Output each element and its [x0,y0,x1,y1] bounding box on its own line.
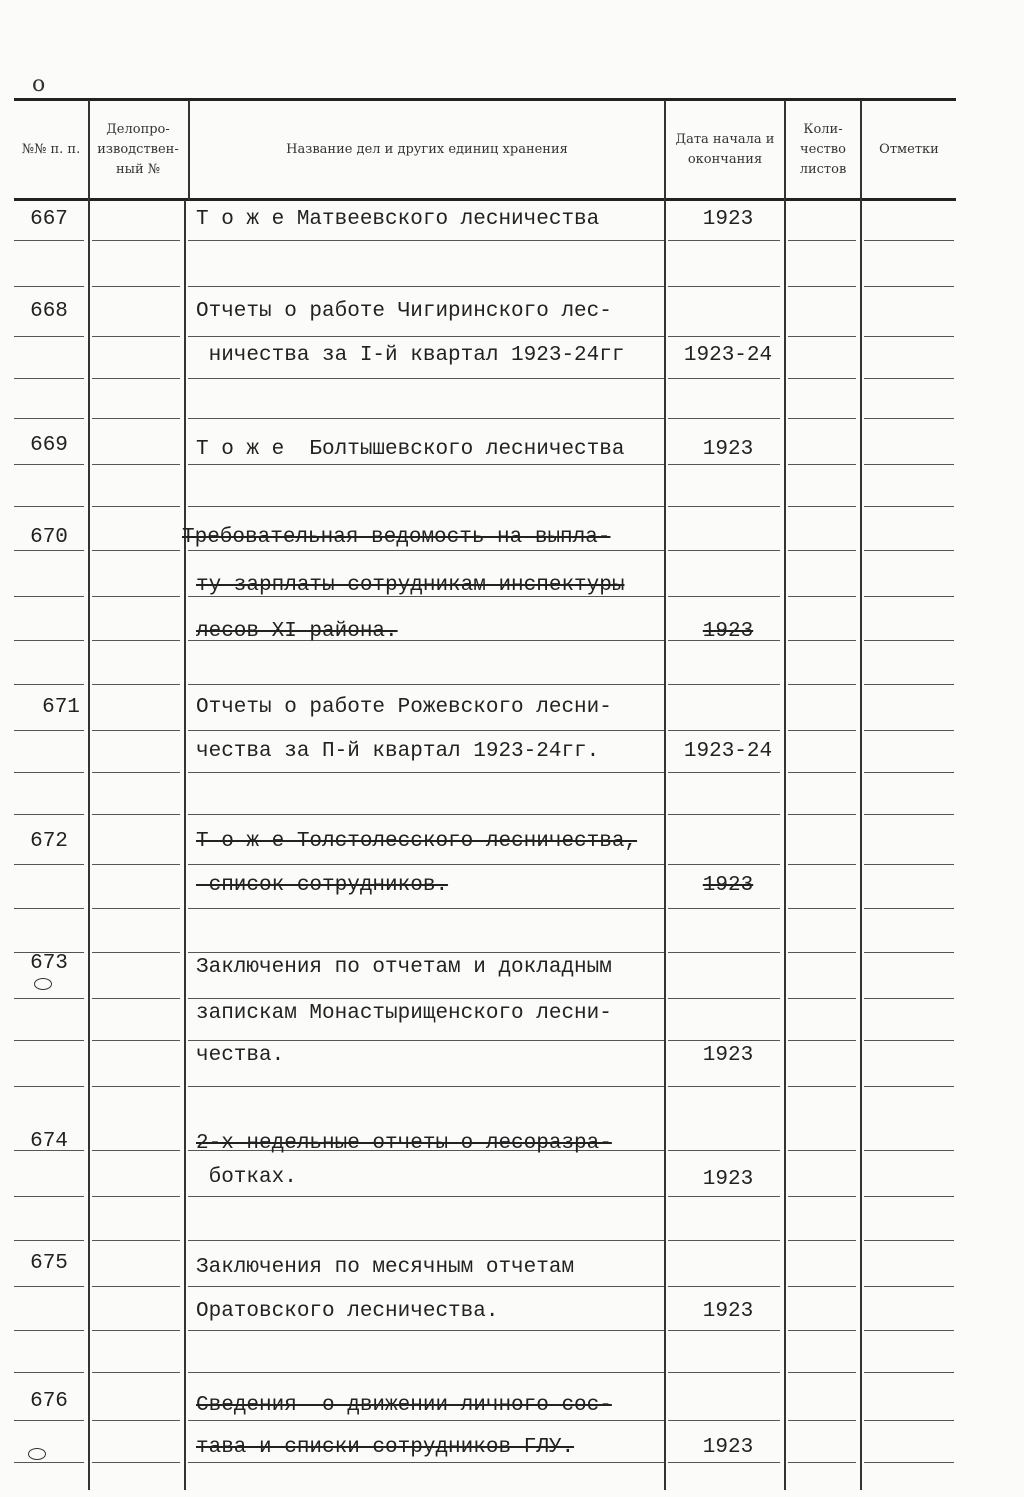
ruled-line [92,730,180,731]
ruled-line [788,1372,856,1373]
ruled-line [14,1420,84,1421]
entry-number: 673 [30,952,68,975]
ruled-line [788,286,856,287]
header-count: Коли-чество листов [799,122,847,177]
ruled-line [14,640,84,641]
ruled-line [864,1286,954,1287]
ruled-line [14,418,84,419]
ruled-line [188,908,664,909]
entry-title-line: ту зарплаты сотрудникам инспектуры [196,574,625,597]
entry-number: 672 [30,830,68,853]
ruled-line [188,864,664,865]
ruled-line [92,998,180,999]
ruled-line [864,464,954,465]
ruled-line [188,286,664,287]
entry-number: 671 [42,696,80,719]
ruled-line [788,336,856,337]
header-divider [88,100,90,200]
ruled-line [864,240,954,241]
ruled-line [92,1372,180,1373]
ruled-line [864,596,954,597]
entry-number: 675 [30,1252,68,1275]
ruled-line [14,550,84,551]
entry-title-line: Отчеты о работе Чигиринского лес- [196,300,612,323]
ruled-line [864,1040,954,1041]
ruled-line [668,596,780,597]
ruled-line [188,814,664,815]
ruled-line [668,1240,780,1241]
ruled-line [188,1086,664,1087]
ruled-line [864,378,954,379]
ruled-line [92,772,180,773]
header-bottom-rule [14,198,956,201]
ruled-line [668,1286,780,1287]
ruled-line [188,240,664,241]
entry-date: 1923-24 [683,740,773,763]
ruled-line [668,952,780,953]
ruled-line [864,336,954,337]
ruled-line [14,286,84,287]
ruled-line [668,730,780,731]
ink-loop-mark [28,1448,46,1460]
ruled-line [14,596,84,597]
ruled-line [188,730,664,731]
entry-number: 668 [30,300,68,323]
ruled-line [188,464,664,465]
ruled-line [92,1330,180,1331]
ruled-line [92,1286,180,1287]
ruled-line [188,1040,664,1041]
column-divider [184,200,186,1490]
ruled-line [14,1372,84,1373]
ruled-line [864,998,954,999]
ruled-line [864,1150,954,1151]
ruled-line [864,864,954,865]
ruled-line [188,1330,664,1331]
header-dates: Дата начала и окончания [675,132,775,167]
ruled-line [92,378,180,379]
ruled-line [788,640,856,641]
ruled-line [92,464,180,465]
ruled-line [92,1040,180,1041]
ruled-line [14,240,84,241]
entry-number: 676 [30,1390,68,1413]
ruled-line [14,684,84,685]
ruled-line [188,418,664,419]
ruled-line [188,1372,664,1373]
ruled-line [788,998,856,999]
ruled-line [188,1420,664,1421]
entry-title-line: Т о ж е Болтышевского лесничества [196,438,625,461]
ruled-line [14,772,84,773]
ruled-line [92,1420,180,1421]
ruled-line [14,1086,84,1087]
entry-title-line: чества за П-й квартал 1923-24гг. [196,740,600,763]
column-divider [88,200,90,1490]
ruled-line [14,730,84,731]
ruled-line [864,1462,954,1463]
entry-date: 1923-24 [683,344,773,367]
header-ref: Делопро-изводствен-ный № [97,122,179,177]
ruled-line [788,864,856,865]
header-top-rule [14,98,956,101]
ruled-line [14,1330,84,1331]
entry-title-line: Оратовского лесничества. [196,1300,499,1323]
ruled-line [14,814,84,815]
ruled-line [668,1196,780,1197]
ruled-line [668,1330,780,1331]
ruled-line [92,814,180,815]
ruled-line [92,550,180,551]
entry-title-line: ничества за I-й квартал 1923-24гг [196,344,625,367]
entry-title-line: лесов XI района. [196,620,398,643]
ruled-line [788,506,856,507]
ruled-line [92,952,180,953]
ruled-line [188,684,664,685]
ruled-line [864,1330,954,1331]
ruled-line [668,864,780,865]
ruled-line [788,1040,856,1041]
ruled-line [14,1286,84,1287]
ruled-line [864,908,954,909]
ruled-line [92,336,180,337]
entry-date: 1923 [702,1044,754,1067]
corner-mark: о [32,72,46,97]
entry-number: 667 [30,208,68,231]
ruled-line [668,1086,780,1087]
ruled-line [668,550,780,551]
ruled-line [188,336,664,337]
entry-title-line: запискам Монастырищенского лесни- [196,1002,612,1025]
ruled-line [188,952,664,953]
ruled-line [92,1240,180,1241]
ruled-line [188,1240,664,1241]
entry-title-line: Заключения по месячным отчетам [196,1256,575,1279]
entry-title-line: Сведения о движении личного сос- [196,1394,612,1417]
header-num: №№ п. п. [21,142,81,157]
ruled-line [668,240,780,241]
ruled-line [788,1086,856,1087]
entry-number: 674 [30,1130,68,1153]
ruled-line [92,506,180,507]
ruled-line [14,1240,84,1241]
ruled-line [14,1040,84,1041]
ruled-line [864,1372,954,1373]
header-divider [860,100,862,200]
entry-title-line: Т о ж е Матвеевского лесничества [196,208,600,231]
ruled-line [864,1240,954,1241]
header-divider [784,100,786,200]
ruled-line [668,998,780,999]
ruled-line [788,1240,856,1241]
ruled-line [92,684,180,685]
ruled-line [788,684,856,685]
ruled-line [864,550,954,551]
ruled-line [788,550,856,551]
ruled-line [864,640,954,641]
ruled-line [864,286,954,287]
entry-date: 1923 [702,438,754,461]
ruled-line [788,730,856,731]
ruled-line [864,1086,954,1087]
ruled-line [92,240,180,241]
ruled-line [188,506,664,507]
ruled-line [864,814,954,815]
ruled-line [864,1420,954,1421]
column-divider [784,200,786,1490]
ruled-line [788,952,856,953]
ruled-line [788,1150,856,1151]
header-divider [188,100,190,200]
entry-title-line: чества. [196,1044,285,1067]
entry-title-line: Требовательная ведомость на выпла- [182,526,611,549]
ink-loop-mark [34,978,52,990]
ruled-line [188,998,664,999]
ruled-line [864,952,954,953]
ruled-line [788,1462,856,1463]
ruled-line [668,908,780,909]
ruled-line [14,998,84,999]
ruled-line [788,908,856,909]
entry-date: 1923 [702,1300,754,1323]
ruled-line [14,378,84,379]
ruled-line [668,772,780,773]
entry-date: 1923 [702,1168,754,1191]
entry-date: 1923 [702,1436,754,1459]
ruled-line [864,1196,954,1197]
ruled-line [668,286,780,287]
ruled-line [188,1286,664,1287]
entry-number: 669 [30,434,68,457]
ruled-line [788,772,856,773]
ruled-line [864,684,954,685]
header-notes: Отметки [879,142,939,157]
ruled-line [92,596,180,597]
ruled-line [788,378,856,379]
ruled-line [92,908,180,909]
ruled-line [864,730,954,731]
ruled-line [668,1462,780,1463]
ruled-line [92,1196,180,1197]
ruled-line [188,378,664,379]
ruled-line [14,1462,84,1463]
ruled-line [668,418,780,419]
entry-date: 1923 [702,208,754,231]
entry-title-line: список сотрудников. [196,874,449,897]
ruled-line [92,286,180,287]
column-divider [860,200,862,1490]
ruled-line [14,506,84,507]
ruled-line [788,1196,856,1197]
ruled-line [668,336,780,337]
ruled-line [864,506,954,507]
ruled-line [788,1420,856,1421]
ruled-line [188,1196,664,1197]
ruled-line [14,464,84,465]
header-divider [664,100,666,200]
entry-title-line: тава и списки сотрудников ГЛУ. [196,1436,575,1459]
ruled-line [14,908,84,909]
entry-title-line: 2-х недельные отчеты о лесоразра- [196,1132,612,1155]
ruled-line [788,418,856,419]
ruled-line [788,240,856,241]
ruled-line [668,1420,780,1421]
ruled-line [188,1462,664,1463]
ruled-line [92,1086,180,1087]
ruled-line [92,640,180,641]
ruled-line [668,814,780,815]
ruled-line [788,814,856,815]
ruled-line [14,1196,84,1197]
ruled-line [668,1372,780,1373]
ruled-line [668,506,780,507]
ruled-line [864,418,954,419]
ruled-line [668,1040,780,1041]
header-name: Название дел и других единиц хранения [286,142,568,157]
ruled-line [188,550,664,551]
ruled-line [864,772,954,773]
entry-date: 1923 [702,874,754,897]
ruled-line [14,864,84,865]
ruled-line [92,864,180,865]
entry-number: 670 [30,526,68,549]
entry-title-line: Отчеты о работе Рожевского лесни- [196,696,612,719]
ruled-line [668,684,780,685]
ruled-line [92,418,180,419]
ruled-line [788,1330,856,1331]
ruled-line [788,464,856,465]
ruled-line [668,378,780,379]
ruled-line [668,1150,780,1151]
ruled-line [14,336,84,337]
ruled-line [788,596,856,597]
ruled-line [92,1462,180,1463]
entry-title-line: ботках. [196,1166,297,1189]
entry-title-line: Заключения по отчетам и докладным [196,956,612,979]
ruled-line [788,1286,856,1287]
ruled-line [188,772,664,773]
entry-title-line: Т о ж е Толстолесского лесничества, [196,830,638,853]
entry-date: 1923 [702,620,754,643]
ruled-line [92,1150,180,1151]
ruled-line [668,464,780,465]
